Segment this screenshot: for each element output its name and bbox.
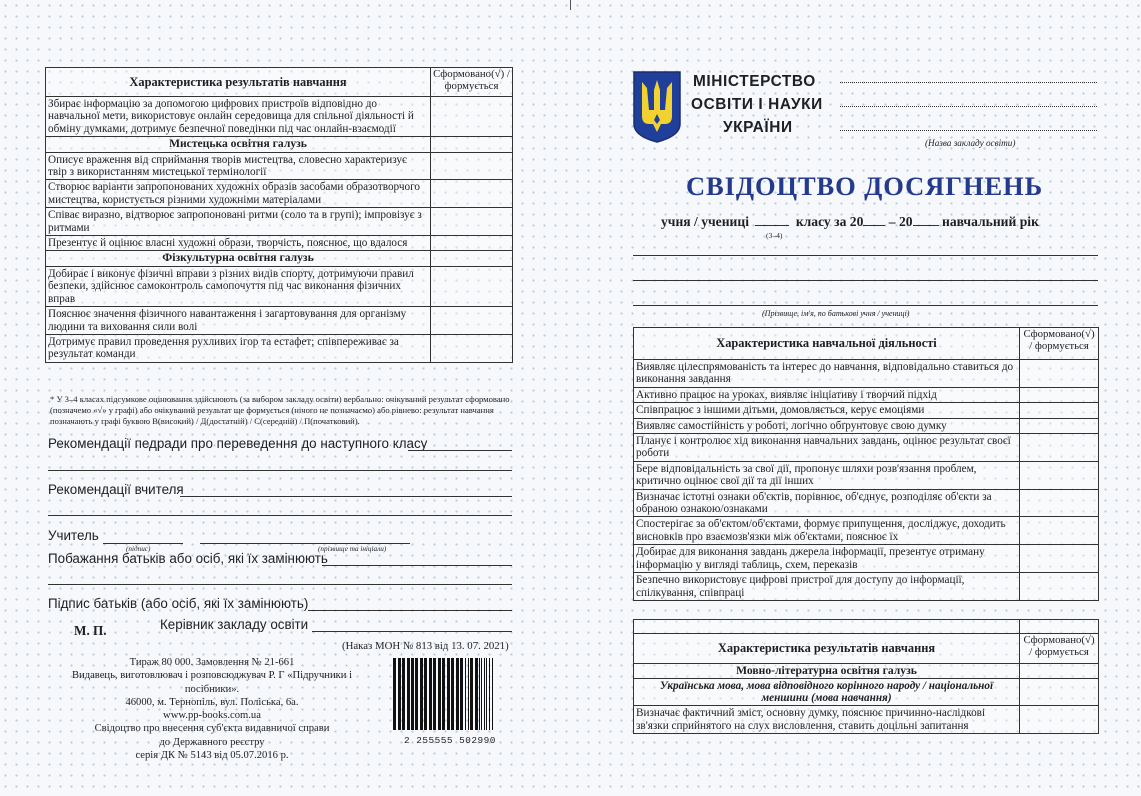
barcode-bar: [442, 658, 445, 730]
outcome-text: Пояснює значення фізичного навантаження і загартовування для організму людини та виховання сили волі: [46, 307, 431, 335]
barcode-bars: [390, 658, 510, 730]
table-row: [634, 489, 1099, 517]
outcome-text: Дотримує правил проведення рухливих ігор та естафет; співпереживає за результат команди: [46, 334, 431, 362]
parents-signature-label: Підпис батьків (або осіб, які їх замінюють): [48, 596, 309, 611]
activity-text: Співпрацює з іншими дітьми, домовляється, керує емоціями: [634, 403, 1020, 418]
table-row: [634, 434, 1099, 462]
table-row: [46, 180, 513, 208]
activity-text: Добирає для виконання завдань джерела інформації, презентує отриману інформацію у вигляді таблиць, схем, переказів: [634, 545, 1020, 573]
barcode-bar: [465, 658, 466, 730]
imprint-line: серія ДК № 5143 від 05.07.2016 р.: [135, 750, 289, 762]
teacher-recommendations-label: Рекомендації вчителя: [48, 482, 184, 497]
pupil-name-line-1[interactable]: [633, 255, 1098, 256]
parents-wishes-line-2[interactable]: [48, 584, 512, 585]
outcome-mark-cell[interactable]: [431, 334, 513, 362]
outcome-mark-cell[interactable]: [431, 97, 513, 137]
outcome-mark-cell[interactable]: [431, 152, 513, 180]
barcode-bar: [402, 658, 405, 730]
table-row: [46, 334, 513, 362]
ministry-line-2: ОСВІТИ І НАУКИ: [691, 96, 823, 113]
outcome-text: Створює варіанти запропонованих художніх образів засобами образотворчого мистецтва, користується різними художніми матеріалами: [46, 180, 431, 208]
barcode: [390, 658, 510, 746]
school-name-caption: (Назва закладу освіти): [925, 138, 1016, 148]
section-heading: Мистецька освітня галузь: [46, 137, 431, 152]
grade-label: класу за 20: [795, 214, 864, 229]
grade-blank[interactable]: [755, 225, 789, 226]
table-row: [46, 266, 513, 306]
head-of-school-label: Керівник закладу освіти: [160, 617, 309, 632]
activity-text: Бере відповідальність за свої дії, пропонує шляхи розв'язання проблем, критично оцінює свої дії та дії інших: [634, 461, 1020, 489]
section-row: [46, 251, 513, 266]
outcome-mark-cell[interactable]: [431, 180, 513, 208]
teacher-signature-line[interactable]: [103, 543, 183, 544]
table-row: [634, 360, 1099, 388]
activity-mark-cell[interactable]: [1020, 573, 1099, 601]
activity-mark-cell[interactable]: [1020, 360, 1099, 388]
barcode-bar: [489, 658, 490, 730]
activity-table-header: Характеристика навчальної діяльності: [634, 328, 1020, 360]
barcode-bar: [479, 658, 480, 730]
blank-row-text-cell: [634, 620, 1020, 634]
outcome-text: Добирає і виконує фізичні вправи з різних видів спорту, дотримуючи правил безпеки, здійснює самоконтроль самопочуття під час виконання фізичних вправ: [46, 266, 431, 306]
barcode-number: 2 255555 502990: [404, 735, 496, 746]
formed-column-header: Сформовано(√) / формується: [431, 68, 513, 97]
activity-formed-header: Сформовано(√) / формується: [1020, 328, 1099, 360]
table-row: [634, 573, 1099, 601]
barcode-bar: [451, 658, 454, 730]
outcome-text: Співає виразно, відтворює запропоновані ритми (соло та в групі); імпровізує з ритмами: [46, 208, 431, 236]
table-row: [46, 236, 513, 251]
year-dash: – 20: [888, 214, 913, 229]
barcode-bar: [486, 658, 487, 730]
language-section-mark-cell: [1020, 664, 1099, 679]
ministry-order: (Наказ МОН № 813 від 13. 07. 2021): [342, 640, 509, 652]
language-section-heading: Мовно-літературна освітня галузь: [634, 664, 1020, 679]
council-recommendations-line-2[interactable]: [48, 470, 512, 471]
table-row: [634, 545, 1099, 573]
activity-mark-cell[interactable]: [1020, 403, 1099, 418]
barcode-bar: [424, 658, 427, 730]
table-row: [46, 307, 513, 335]
outcome-mark-cell[interactable]: [431, 236, 513, 251]
activity-text: Безпечно використовує цифрові пристрої для доступу до інформації, спілкування, співпраці: [634, 573, 1020, 601]
table-row: [634, 403, 1099, 418]
parents-signature-line[interactable]: [308, 610, 512, 611]
table-row: [46, 152, 513, 180]
year-end-blank[interactable]: [913, 225, 939, 226]
activity-table: [633, 327, 1099, 601]
barcode-bar: [429, 658, 432, 730]
barcode-bar: [407, 658, 410, 730]
activity-text: Планує і контролює хід виконання навчальних завдань, оцінює результат своєї роботи: [634, 434, 1020, 462]
pupil-name-line-2[interactable]: [633, 280, 1098, 281]
activity-text: Спостерігає за об'єктом/об'єктами, формує припущення, досліджує, доходить висновків про взаємозв'язки між об'єктами, пояснює їх: [634, 517, 1020, 545]
barcode-bar: [420, 658, 423, 730]
barcode-bar: [433, 658, 436, 730]
barcode-bar: [415, 658, 418, 730]
teacher-recommendations-line-2[interactable]: [48, 515, 512, 516]
activity-mark-cell[interactable]: [1020, 461, 1099, 489]
council-recommendations-label: Рекомендації педради про переведення до наступного класу: [48, 436, 428, 451]
outcome-text: Визначає фактичний зміст, основну думку, пояснює причинно-наслідкові зв'язки сприйнятого на слух висловлення, ставить доцільні запитання: [634, 706, 1020, 734]
teacher-recommendations-line[interactable]: [180, 496, 512, 497]
outcome-text: Презентує й оцінює власні художні образи, творчість, пояснює, що вдалося: [46, 236, 431, 251]
activity-text: Активно працює на уроках, виявляє ініціативу і творчий підхід: [634, 387, 1020, 402]
results-right-header: Характеристика результатів навчання: [634, 634, 1020, 664]
barcode-bar: [398, 658, 401, 730]
results-table-right: [633, 619, 1099, 734]
signature-caption: (підпис): [126, 545, 151, 553]
blank-row-mark-cell[interactable]: [1020, 620, 1099, 634]
outcome-mark-cell[interactable]: [431, 208, 513, 236]
table-row: [46, 97, 513, 137]
teacher-name-line[interactable]: [200, 543, 410, 544]
section-mark-cell: [431, 251, 513, 266]
outcome-text: Збирає інформацію за допомогою цифрових пристроїв відповідно до навчальної мети, використовує онлайн середовища для спільної діяльності й обміну думками, дотримує безпечної поведінки під час онлайн-взаємодії: [46, 97, 431, 137]
imprint-line: до Державного реєстру: [159, 736, 265, 748]
imprint-line: www.pp-books.com.ua: [163, 710, 261, 722]
table-row: [634, 517, 1099, 545]
outcome-text: Описує враження від сприймання творів мистецтва, словесно характеризує твір з використанням мистецької термінології: [46, 152, 431, 180]
activity-text: Виявляє цілеспрямованість та інтерес до навчання, відповідально ставиться до виконання завдання: [634, 360, 1020, 388]
barcode-bar: [438, 658, 441, 730]
table-row: [634, 418, 1099, 433]
pupil-label: учня / учениці: [661, 214, 749, 229]
activity-text: Визначає істотні ознаки об'єктів, порівнює, об'єднує, розподіляє об'єкти за обраною ознакою/ознаками: [634, 489, 1020, 517]
council-recommendations-line[interactable]: [408, 450, 512, 451]
publisher-imprint: [62, 656, 362, 762]
imprint-line: Свідоцтво про внесення суб'єкта видавничої справи: [94, 723, 330, 735]
activity-mark-cell[interactable]: [1020, 489, 1099, 517]
table-row: [46, 208, 513, 236]
ministry-name: [693, 70, 823, 139]
barcode-bar: [475, 658, 478, 730]
pupil-name-caption: (Прізвище, ім'я, по батькові учня / учениці): [762, 309, 910, 318]
parents-wishes-label: Побажання батьків або осіб, які їх замінюють: [48, 551, 328, 566]
teacher-label: Учитель: [48, 528, 99, 543]
table-row: [634, 387, 1099, 402]
year-start-blank[interactable]: [863, 225, 885, 226]
barcode-bar: [481, 658, 482, 730]
imprint-line: 46000, м. Тернопіль, вул. Поліська, 6а.: [125, 696, 299, 708]
pupil-year-line: [661, 214, 1039, 230]
barcode-bar: [456, 658, 459, 730]
footnote-text: * У 3–4 класах підсумкове оцінювання здійснюють (за вибором закладу освіти) вербально: очікуваний результат сформовано (позначемо «√» у графі) або очікуваний результат ще формується (нічого не позначаємо) або рівнево: результат навчання позначають у графі буквою В(високий) / Д(достатній) / С(середній) / П(початковий).: [50, 394, 510, 426]
school-name-line-2[interactable]: [840, 106, 1097, 107]
barcode-bar: [393, 658, 396, 730]
activity-text: Виявляє самостійність у роботі, логічно обґрунтовує свою думку: [634, 418, 1020, 433]
school-name-line-3[interactable]: [840, 130, 1097, 131]
ministry-line-1: МІНІСТЕРСТВО: [693, 73, 816, 90]
trident-emblem-icon: [632, 70, 682, 144]
outcome-mark-cell[interactable]: [431, 307, 513, 335]
barcode-bar: [468, 658, 469, 730]
barcode-bar: [411, 658, 414, 730]
activity-mark-cell[interactable]: [1020, 387, 1099, 402]
outcome-mark-cell[interactable]: [1020, 706, 1099, 734]
parents-wishes-line[interactable]: [322, 565, 512, 566]
activity-mark-cell[interactable]: [1020, 418, 1099, 433]
imprint-line: Видавець, виготовлювач і розповсюджувач Р. Г «Підручники і посібники».: [71, 670, 353, 695]
barcode-bar: [447, 658, 450, 730]
activity-mark-cell[interactable]: [1020, 545, 1099, 573]
results-table-header: Характеристика результатів навчання: [46, 68, 431, 97]
table-row: [634, 461, 1099, 489]
stamp-label: М. П.: [74, 623, 107, 638]
table-row: [634, 706, 1099, 734]
school-year-label: навчальний рік: [941, 214, 1039, 229]
barcode-bar: [470, 658, 473, 730]
activity-mark-cell[interactable]: [1020, 434, 1099, 462]
results-table-left: [45, 67, 513, 363]
name-caption: (прізвище та ініціали): [318, 545, 387, 553]
outcome-mark-cell[interactable]: [431, 266, 513, 306]
certificate-title: СВІДОЦТВО ДОСЯГНЕНЬ: [686, 171, 1043, 201]
head-of-school-line[interactable]: [312, 631, 512, 632]
barcode-bar: [492, 658, 493, 730]
barcode-bar: [460, 658, 463, 730]
imprint-line: Тираж 80 000. Замовлення № 21-661: [129, 657, 295, 668]
activity-mark-cell[interactable]: [1020, 517, 1099, 545]
language-subsection-heading: Українська мова, мова відповідного корінного народу / національної меншини (мова навчання): [634, 679, 1020, 706]
pupil-name-line-3[interactable]: [633, 305, 1098, 306]
results-right-formed-header: Сформовано(√) / формується: [1020, 634, 1099, 664]
ministry-line-3: УКРАЇНИ: [723, 119, 793, 136]
assessment-footnote: [50, 394, 518, 426]
grade-hint: (3–4): [766, 231, 783, 240]
section-mark-cell: [431, 137, 513, 152]
language-subsection-mark-cell: [1020, 679, 1099, 706]
section-heading: Фізкультурна освітня галузь: [46, 251, 431, 266]
school-name-line-1[interactable]: [840, 82, 1097, 83]
barcode-bar: [484, 658, 485, 730]
section-row: [46, 137, 513, 152]
